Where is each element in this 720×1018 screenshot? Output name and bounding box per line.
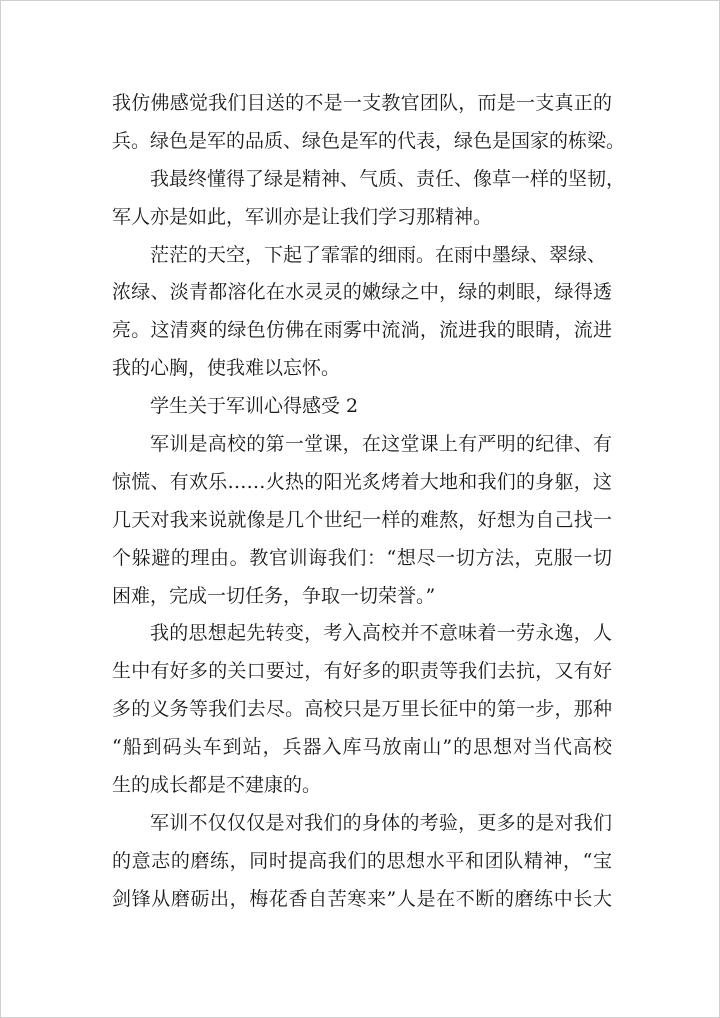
text-line: 剑锋从磨砺出，梅花香自苦寒来”人是在不断的磨练中长大 (112, 887, 612, 910)
text-line: 浓绿、淡青都溶化在水灵灵的嫩绿之中，绿的刺眼，绿得透 (112, 281, 612, 304)
text-line: 个躲避的理由。教官训诲我们：“想尽一切方法，克服一切 (112, 546, 612, 569)
text-line: 惊慌、有欢乐……火热的阳光炙烤着大地和我们的身躯，这 (112, 470, 612, 493)
section-heading: 学生关于军训心得感受 2 (150, 395, 359, 418)
text-line: 军训是高校的第一堂课，在这堂课上有严明的纪律、有 (150, 433, 612, 456)
text-line: 几天对我来说就像是几个世纪一样的难熬，好想为自己找一 (112, 508, 612, 531)
text-line: 我仿佛感觉我们目送的不是一支教官团队，而是一支真正的 (112, 92, 612, 114)
text-line: “船到码头车到站，兵器入库马放南山”的思想对当代高校 (112, 736, 612, 759)
text-line: 亮。这清爽的绿色仿佛在雨雾中流淌，流进我的眼睛，流进 (112, 319, 612, 342)
text-line: 我的心胸，使我难以忘怀。 (112, 357, 341, 380)
text-line: 我的思想起先转变，考入高校并不意味着一劳永逸，人 (150, 622, 612, 645)
document-body (112, 85, 626, 919)
text-line: 生的成长都是不建康的。 (112, 774, 322, 797)
text-line: 军训不仅仅仅是对我们的身体的考验，更多的是对我们 (150, 811, 612, 834)
text-line: 困难，完成一切任务，争取一切荣誉。” (112, 584, 436, 607)
text-line: 我最终懂得了绿是精神、气质、责任、像草一样的坚韧， (150, 167, 626, 190)
text-line: 兵。绿色是军的品质、绿色是军的代表，绿色是国家的栋梁。 (112, 129, 626, 152)
text-line: 的意志的磨练，同时提高我们的思想水平和团队精神，“宝 (112, 849, 612, 872)
text-line: 茫茫的天空，下起了霏霏的细雨。在雨中墨绿、翠绿、 (150, 243, 607, 266)
text-line: 生中有好多的关口要过，有好多的职责等我们去抗，又有好 (112, 660, 612, 683)
text-line: 军人亦是如此，军训亦是让我们学习那精神。 (112, 205, 493, 228)
text-line: 多的义务等我们去尽。高校只是万里长征中的第一步，那种 (112, 698, 612, 721)
